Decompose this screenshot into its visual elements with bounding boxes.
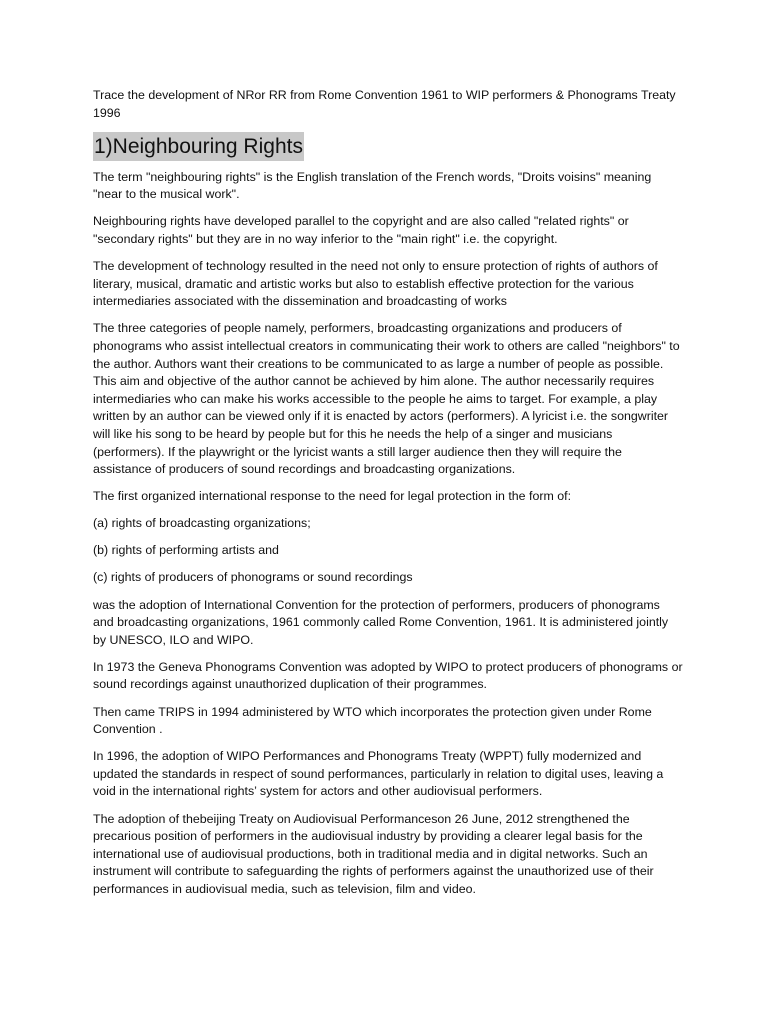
paragraph-geneva-convention: In 1973 the Geneva Phonograms Convention was adopted by WIPO to protect producers of phonograms or sound recordings against unauthorized duplication of their programmes. (93, 659, 683, 692)
section-heading-wrap (93, 132, 683, 161)
list-item-performing-artists: (b) rights of performing artists and (93, 543, 279, 558)
paragraph-trips: Then came TRIPS in 1994 administered by WTO which incorporates the protection given under Rome Convention . (93, 704, 652, 737)
paragraph-rome-convention: was the adoption of International Convention for the protection of performers, producers of phonograms and broadcasting organizations, 1961 commonly called Rome Convention, 1961. It is administered jointly by UNESCO, ILO and WIPO. (93, 597, 669, 647)
paragraph-wppt: In 1996, the adoption of WIPO Performances and Phonograms Treaty (WPPT) fully modernized and updated the standards in respect of sound performances, particularly in relation to digital uses, leaving a void in the international rights’ system for actors and other audiovisual performers. (93, 749, 664, 799)
list-item-broadcasting: (a) rights of broadcasting organizations; (93, 516, 311, 531)
paragraph-technology: The development of technology resulted in the need not only to ensure protection of rights of authors of literary, musical, dramatic and artistic works but also to establish effective protection for the various intermediaries associated with the dissemination and broadcasting of works (93, 259, 658, 309)
paragraph-definition: The term "neighbouring rights" is the English translation of the French words, "Droits voisins" meaning "near to the musical work". (93, 169, 652, 202)
intro-question: Trace the development of NRor RR from Rome Convention 1961 to WIP performers & Phonograms Treaty 1996 (93, 88, 676, 120)
paragraph-first-response: The first organized international response to the need for legal protection in the form of: (93, 489, 572, 504)
document-page (93, 87, 683, 908)
paragraph-three-categories: The three categories of people namely, performers, broadcasting organizations and producers of phonograms who assist intellectual creators in communicating their work to others are called "neighbors" to the author. Authors want their creations to be communicated to as large a number of people as possible. This aim and objective of the author cannot be achieved by him alone. The author necessarily requires intermediaries who can make his works accessible to the people he aims to target. For example, a play written by an author can be viewed only if it is enacted by actors (performers). A lyricist i.e. the songwriter will like his song to be heard by people but for this he needs the help of a singer and musicians (performers). If the playwright or the lyricist wants a still larger audience then they will require the assistance of producers of sound recordings and broadcasting organizations. (93, 321, 680, 477)
section-heading: 1)Neighbouring Rights (93, 132, 304, 161)
paragraph-beijing-treaty: The adoption of thebeijing Treaty on Audiovisual Performanceson 26 June, 2012 strengthened the precarious position of performers in the audiovisual industry by providing a clearer legal basis for the international use of audiovisual productions, both in traditional media and in digital networks. Such an instrument will contribute to safeguarding the rights of performers against the unauthorized use of their performances in audiovisual media, such as television, film and video. (93, 811, 654, 896)
paragraph-related-rights: Neighbouring rights have developed parallel to the copyright and are also called "related rights" or "secondary rights" but they are in no way inferior to the "main right" i.e. the copyright. (93, 214, 629, 246)
list-item-phonograms: (c) rights of producers of phonograms or sound recordings (93, 570, 413, 585)
